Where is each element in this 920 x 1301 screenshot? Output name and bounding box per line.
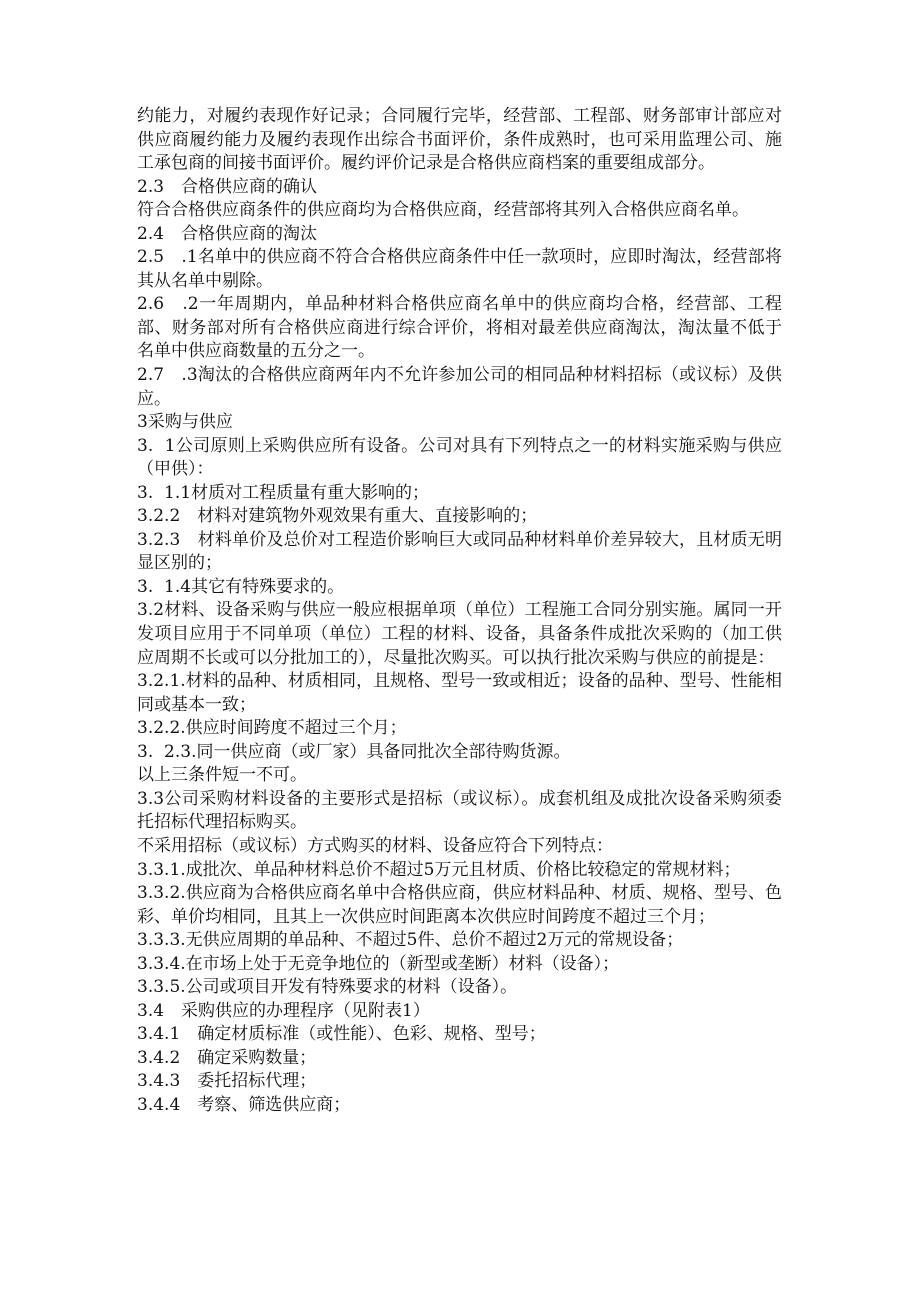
document-body: [137, 105, 782, 1118]
paragraph-3-4-2: 3.4.2 确定采购数量；: [137, 1047, 317, 1068]
heading-3-4: 3.4 采购供应的办理程序（见附表1）: [137, 1000, 430, 1021]
paragraph-conditions-note: 以上三条件短一不可。: [137, 765, 307, 786]
heading-3: 3采购与供应: [137, 412, 233, 433]
paragraph-3-2: 3.2材料、设备采购与供应一般应根据单项（单位）工程施工合同分别实施。属同一开发项目应用于不同单项（单位）工程的材料、设备，具备条件成批次采购的（加工供应周期不长或可以分批加工的），尽量批次购买。可以执行批次采购与供应的前提是：: [137, 600, 782, 668]
paragraph-2-7: 2.7 .3淘汰的合格供应商两年内不允许参加公司的相同品种材料招标（或议标）及供应。: [137, 365, 782, 409]
paragraph-non-tender-intro: 不采用招标（或议标）方式购买的材料、设备应符合下列特点：: [137, 835, 613, 856]
paragraph-qualified-confirm: 符合合格供应商条件的供应商均为合格供应商，经营部将其列入合格供应商名单。: [137, 200, 749, 221]
paragraph-performance-record: 约能力，对履约表现作好记录；合同履行完毕，经营部、工程部、财务部审计部应对供应商履约能力及履约表现作出综合书面评价，条件成熟时，也可采用监理公司、施工承包商的间接书面评价。履约评价记录是合格供应商档案的重要组成部分。: [137, 106, 782, 174]
paragraph-2-6: 2.6 .2一年周期内，单品种材料合格供应商名单中的供应商均合格，经营部、工程部、财务部对所有合格供应商进行综合评价，将相对最差供应商淘汰，淘汰量不低于名单中供应商数量的五分之一。: [137, 294, 782, 362]
heading-2-3: 2.3 合格供应商的确认: [137, 176, 318, 197]
paragraph-3-4-1: 3.4.1 确定材质标准（或性能）、色彩、规格、型号；: [137, 1024, 546, 1045]
paragraph-3-2-3-cost: 3.2.3 材料单价及总价对工程造价影响巨大或同品种材料单价差异较大，且材质无明显区别的；: [137, 529, 782, 574]
paragraph-3-2-2: 3.2.2.供应时间跨度不超过三个月；: [137, 718, 407, 739]
paragraph-3-1: 3. 1公司原则上采购供应所有设备。公司对具有下列特点之一的材料实施采购与供应（甲供）：: [137, 435, 782, 480]
paragraph-3-1-1: 3. 1.1材质对工程质量有重大影响的；: [137, 482, 430, 503]
paragraph-2-5: 2.5 .1名单中的供应商不符合合格供应商条件中任一款项时，应即时淘汰，经营部将其从名单中剔除。: [137, 247, 782, 291]
paragraph-3-3-1: 3.3.1.成批次、单品种材料总价不超过5万元且材质、价格比较稳定的常规材料；: [137, 859, 741, 880]
paragraph-3-3: 3.3公司采购材料设备的主要形式是招标（或议标）。成套机组及成批次设备采购须委托招标代理招标购买。: [137, 788, 782, 833]
heading-2-4: 2.4 合格供应商的淘汰: [137, 223, 318, 244]
paragraph-3-3-5: 3.3.5.公司或项目开发有特殊要求的材料（设备）。: [137, 977, 518, 998]
paragraph-3-4-4: 3.4.4 考察、筛选供应商；: [137, 1094, 351, 1115]
paragraph-3-2-2-appearance: 3.2.2 材料对建筑物外观效果有重大、直接影响的；: [137, 506, 538, 527]
paragraph-3-3-3: 3.3.3.无供应周期的单品种、不超过5件、总价不超过2万元的常规设备；: [137, 930, 684, 951]
paragraph-3-3-4: 3.3.4.在市场上处于无竞争地位的（新型或垄断）材料（设备）；: [137, 953, 620, 974]
paragraph-3-2-3: 3. 2.3.同一供应商（或厂家）具备同批次全部待购货源。: [137, 741, 571, 762]
paragraph-3-2-1: 3.2.1.材料的品种、材质相同，且规格、型号一致或相近；设备的品种、型号、性能相同或基本一致；: [137, 671, 782, 715]
paragraph-3-3-2: 3.3.2.供应商为合格供应商名单中合格供应商，供应材料品种、材质、规格、型号、色彩、单价均相同，且其上一次供应时间距离本次供应时间跨度不超过三个月；: [137, 883, 782, 927]
paragraph-3-4-3: 3.4.3 委托招标代理；: [137, 1071, 317, 1092]
paragraph-3-1-4: 3. 1.4其它有特殊要求的。: [137, 576, 345, 597]
